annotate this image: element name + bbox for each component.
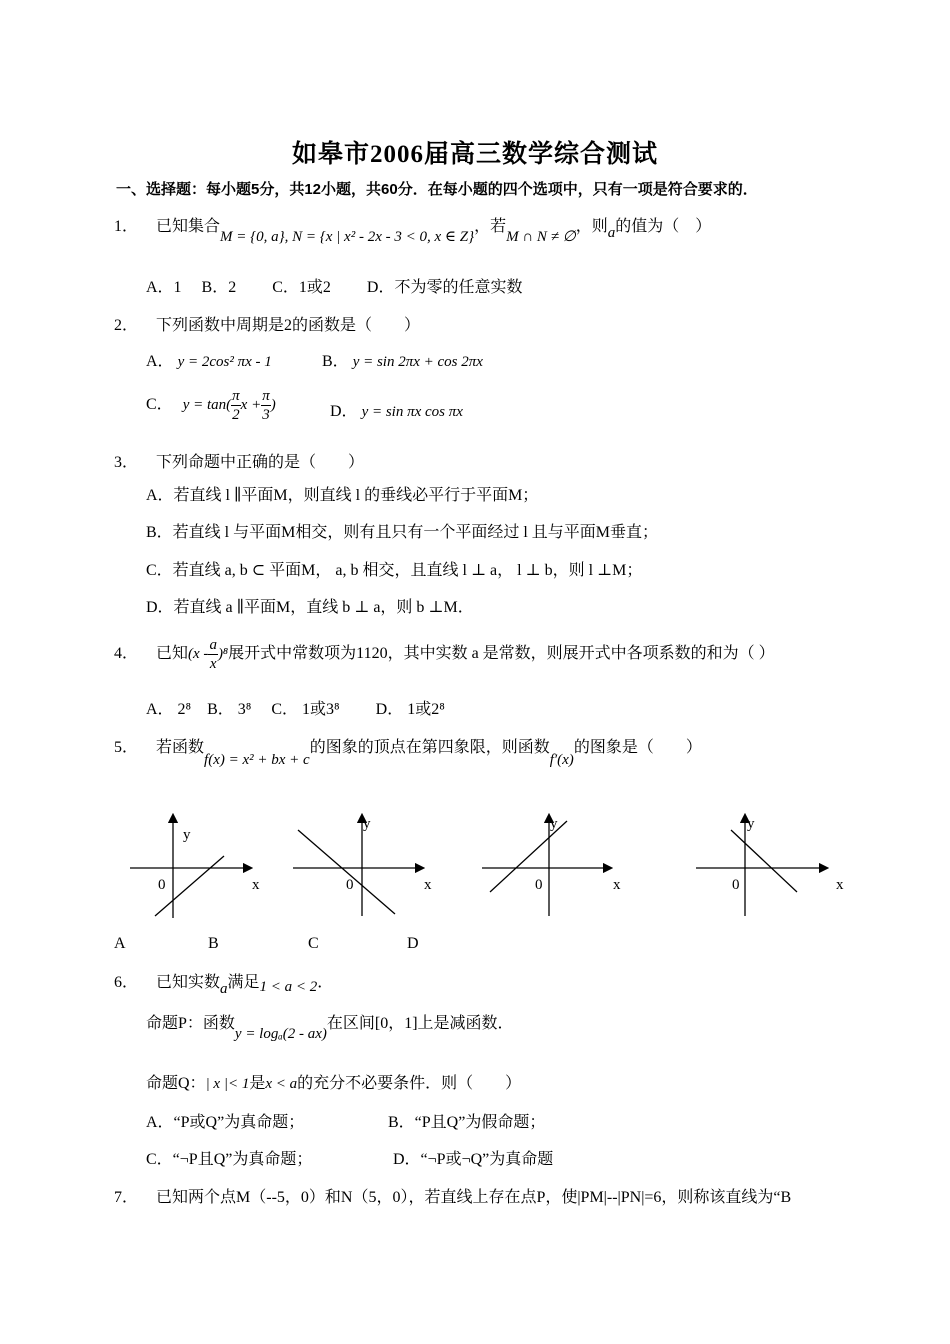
origin-label: 0 bbox=[346, 877, 354, 893]
expression: (x - bbox=[188, 646, 209, 663]
question-text: 的图象是（ ） bbox=[573, 739, 702, 756]
variable: a bbox=[607, 225, 616, 241]
proposition-text: 的充分不必要条件．则（ ） bbox=[297, 1075, 522, 1092]
line-graph bbox=[731, 830, 797, 892]
proposition-p bbox=[146, 1010, 514, 1042]
question-3 bbox=[114, 449, 364, 472]
question-1-options: A．1 B．2 C．1或2 D．不为零的任意实数 bbox=[146, 279, 523, 296]
question-1 bbox=[114, 213, 712, 245]
function-formula: f(x) = x² + bx + c bbox=[204, 752, 310, 768]
option-label: C． bbox=[146, 396, 173, 414]
question-number: 2． bbox=[114, 317, 139, 334]
question-text: 已知 bbox=[156, 645, 189, 663]
condition-formula: 1 < a < 2 bbox=[259, 979, 318, 995]
question-7 bbox=[114, 1184, 791, 1207]
question-5 bbox=[114, 734, 702, 768]
question-3-option-c: C．若直线 a, b ⊂ 平面M， a, b 相交，且直线 l ⊥ a， l ⊥ b，则 l ⊥M； bbox=[146, 562, 643, 579]
question-text: 已知两个点M（--5，0）和N（5，0），若直线上存在点P，使|PM|--|PN|=6，则称该直线为“B bbox=[156, 1189, 792, 1206]
proposition-text: 在区间[0，1]上是减函数． bbox=[326, 1015, 514, 1032]
question-number: 6． bbox=[114, 974, 139, 991]
question-6-option-a: A．“P或Q”为真命题； bbox=[146, 1114, 305, 1131]
question-6-option-d: D．“¬P或¬Q”为真命题 bbox=[393, 1151, 554, 1168]
y-axis-label: y bbox=[183, 827, 191, 843]
option-formula: y = tan( bbox=[182, 397, 232, 414]
graph-b bbox=[293, 816, 432, 916]
numerator: π bbox=[232, 388, 240, 404]
question-4-options: A． 2⁸ B． 3⁸ C． 1或3⁸ D． 1或2⁸ bbox=[146, 701, 445, 718]
question-6 bbox=[114, 969, 334, 997]
graph-d bbox=[696, 816, 844, 916]
question-number: 7． bbox=[114, 1189, 139, 1206]
fraction bbox=[231, 387, 241, 424]
inequality: x < a bbox=[265, 1076, 298, 1092]
fraction bbox=[261, 387, 271, 424]
graph-a bbox=[130, 818, 260, 918]
option-label: D． bbox=[330, 403, 358, 420]
denominator: 2 bbox=[232, 407, 240, 423]
variable: a bbox=[220, 981, 228, 997]
question-3-option-b: B．若直线 l 与平面M相交，则有且只有一个平面经过 l 且与平面M垂直； bbox=[146, 524, 659, 541]
question-2 bbox=[114, 312, 420, 335]
numerator: π bbox=[262, 388, 270, 404]
proposition-text: 是 bbox=[249, 1075, 266, 1092]
log-formula: y = logₐ(2 - ax) bbox=[234, 1026, 327, 1042]
x-axis-label: x bbox=[613, 877, 621, 893]
abs-formula: | x |< 1 bbox=[205, 1076, 250, 1092]
denominator: x bbox=[209, 656, 217, 672]
question-6-option-b: B．“P且Q”为假命题； bbox=[388, 1114, 546, 1131]
question-text: 的值为（ ） bbox=[615, 218, 712, 235]
question-text: 已知集合 bbox=[156, 218, 221, 235]
graph-options bbox=[0, 800, 950, 930]
line-graph bbox=[298, 830, 395, 914]
option-label: B． bbox=[322, 353, 349, 370]
section-heading: 一、选择题：每小题5分，共12小题，共60分．在每小题的四个选项中，只有一项是符合要求的． bbox=[116, 181, 758, 198]
origin-label: 0 bbox=[158, 877, 166, 893]
derivative-formula: f′(x) bbox=[549, 752, 574, 768]
question-text: 满足 bbox=[227, 974, 260, 991]
condition-formula: M ∩ N ≠ ∅ bbox=[506, 229, 576, 245]
denominator: 3 bbox=[262, 407, 270, 423]
question-text: ，则 bbox=[575, 218, 608, 235]
page-title: 如皋市2006届高三数学综合测试 bbox=[291, 141, 658, 168]
graph-label-b: B bbox=[208, 935, 219, 952]
expression: )⁸ bbox=[217, 646, 229, 663]
option-formula: ) bbox=[270, 397, 276, 414]
x-axis-label: x bbox=[252, 877, 260, 893]
graph-label-c: C bbox=[308, 935, 319, 952]
option-formula: y = 2cos² πx - 1 bbox=[177, 354, 272, 370]
question-number: 1． bbox=[114, 218, 139, 235]
question-number: 4． bbox=[114, 645, 139, 663]
question-text: ，若 bbox=[474, 218, 507, 235]
y-axis-label: y bbox=[747, 816, 755, 832]
graph-c bbox=[482, 816, 621, 916]
question-text: 的图象的顶点在第四象限，则函数 bbox=[309, 739, 550, 756]
question-3-option-d: D．若直线 a ∥平面M，直线 b ⊥ a，则 b ⊥M． bbox=[146, 599, 474, 616]
question-number: 5． bbox=[114, 739, 139, 756]
question-number: 3． bbox=[114, 454, 139, 471]
question-2-option-d bbox=[330, 398, 463, 421]
x-axis-label: x bbox=[836, 877, 844, 893]
option-formula: y = sin πx cos πx bbox=[361, 404, 463, 420]
proposition-text: 命题Q： bbox=[146, 1075, 206, 1092]
proposition-text: 命题P：函数 bbox=[146, 1015, 235, 1032]
question-text: 已知实数 bbox=[156, 974, 221, 991]
question-text: 下列命题中正确的是（ ） bbox=[156, 454, 365, 471]
question-2-option-b bbox=[322, 348, 483, 371]
numerator: a bbox=[209, 637, 217, 653]
question-text: ． bbox=[317, 974, 334, 991]
origin-label: 0 bbox=[535, 877, 543, 893]
y-axis-label: y bbox=[363, 816, 371, 832]
origin-label: 0 bbox=[732, 877, 740, 893]
question-text: 展开式中常数项为1120，其中实数 a 是常数，则展开式中各项系数的和为（ ） bbox=[228, 645, 775, 663]
y-axis-label: y bbox=[550, 816, 558, 832]
question-text: 若函数 bbox=[156, 739, 205, 756]
set-formula: M = {0, a}, N = {x | x² - 2x - 3 < 0, x ∈ Z} bbox=[220, 229, 475, 245]
question-2-option-a bbox=[146, 348, 272, 371]
graph-label-a: A bbox=[114, 935, 126, 952]
question-2-option-c bbox=[146, 387, 276, 424]
option-formula: x + bbox=[240, 397, 262, 414]
graph-label-d: D bbox=[407, 935, 419, 952]
x-axis-label: x bbox=[424, 877, 432, 893]
option-formula: y = sin 2πx + cos 2πx bbox=[352, 354, 483, 370]
proposition-q bbox=[146, 1070, 521, 1093]
question-3-option-a: A．若直线 l ∥平面M，则直线 l 的垂线必平行于平面M； bbox=[146, 487, 539, 504]
fraction bbox=[208, 636, 218, 673]
question-text: 下列函数中周期是2的函数是（ ） bbox=[156, 317, 421, 334]
question-4 bbox=[114, 636, 775, 673]
question-6-option-c: C．“¬P且Q”为真命题； bbox=[146, 1151, 313, 1168]
option-label: A． bbox=[146, 353, 174, 370]
